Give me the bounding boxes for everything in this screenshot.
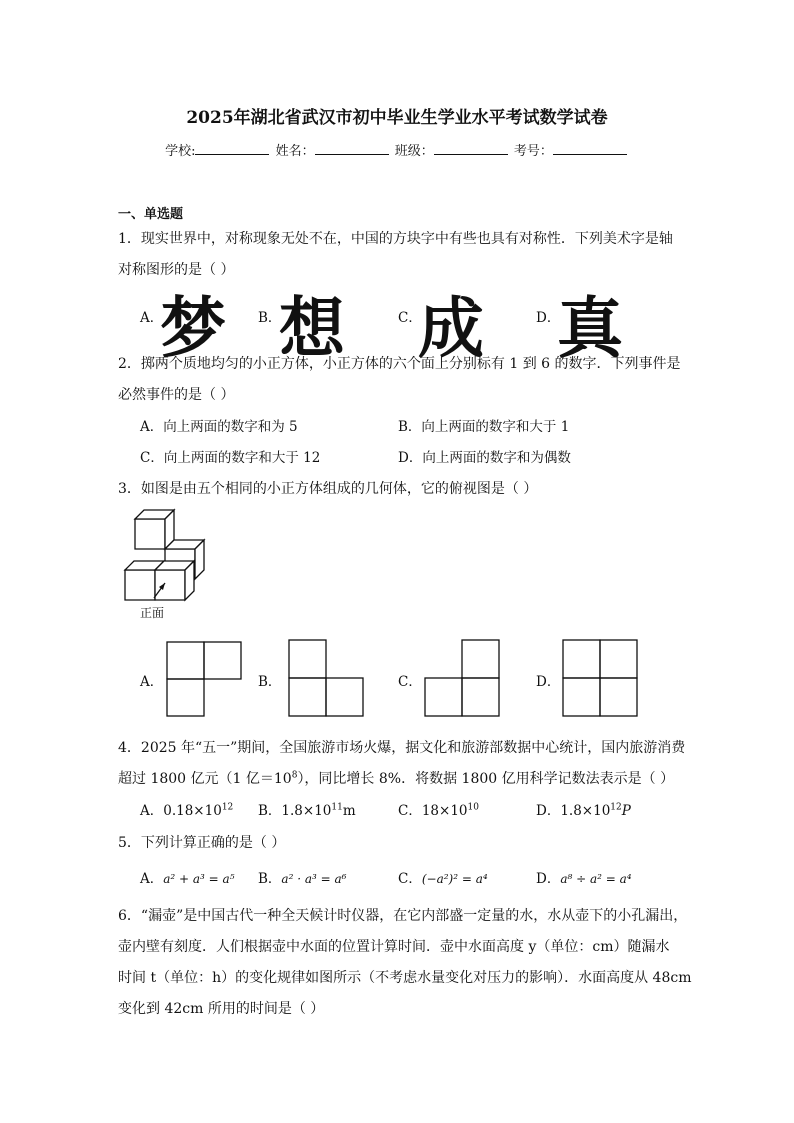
class-label: 班级： xyxy=(394,144,434,159)
q3-option-c-label[interactable]: C． xyxy=(398,674,422,690)
q5-option-c[interactable] xyxy=(398,867,488,887)
q3-option-a-label[interactable]: A． xyxy=(140,674,164,690)
q3-option-b-figure xyxy=(289,640,365,718)
q1-line1: 1．现实世界中，对称现象无处不在，中国的方块字中有些也具有对称性．下列美术字是轴 xyxy=(118,231,673,247)
q3-option-a-figure xyxy=(167,642,243,718)
q6-line3: 时间 t（单位：h）的变化规律如图所示（不考虑水量变化对压力的影响）．水面高度从 48cm xyxy=(118,970,692,986)
q6-line1: 6．“漏壶”是中国古代一种全天候计时仪器，在它内部盛一定量的水，水从壶下的小孔漏出， xyxy=(118,908,688,924)
q5-option-c-expr: (−a²)² = a⁴ xyxy=(421,872,488,886)
q2-line1: 2．掷两个质地均匀的小正方体，小正方体的六个面上分别标有 1 到 6 的数字．下列事件是 xyxy=(118,356,681,372)
q4-line1: 4．2025 年“五一”期间，全国旅游市场火爆，据文化和旅游部数据中心统计，国内旅游消费 xyxy=(118,740,686,756)
q4-option-b-tail: m xyxy=(342,803,356,819)
q1-option-a-label[interactable]: A． xyxy=(140,310,164,326)
q5-option-a-label: A． xyxy=(140,871,164,887)
q4-option-c-text: C．18×10 xyxy=(398,803,468,819)
q6-line4: 变化到 42cm 所用的时间是（ ） xyxy=(118,1001,325,1017)
q4-option-d-exponent: 12 xyxy=(610,802,622,813)
section-heading: 一、单选题 xyxy=(118,207,184,222)
q3-solid-figure xyxy=(118,505,218,620)
school-label: 学校: xyxy=(165,144,196,159)
q4-line2-exponent: 8 xyxy=(291,770,298,781)
q1-option-b-char: 想 xyxy=(279,290,345,367)
school-blank[interactable] xyxy=(195,142,269,155)
q5-option-a[interactable] xyxy=(140,867,235,887)
q3-option-b-label[interactable]: B． xyxy=(258,674,282,690)
q3-option-c-figure xyxy=(425,640,501,718)
q2-line2: 必然事件的是（ ） xyxy=(118,387,235,403)
q4-option-b-text: B．1.8×10 xyxy=(258,803,332,819)
q4-option-a[interactable] xyxy=(140,799,233,819)
q5-option-b-expr: a² · a³ = a⁶ xyxy=(281,872,347,886)
q3-line1: 3．如图是由五个相同的小正方体组成的几何体，它的俯视图是（ ） xyxy=(118,481,538,497)
q3-option-d-label[interactable]: D． xyxy=(536,674,561,690)
q5-option-d[interactable] xyxy=(536,867,632,887)
q4-option-b[interactable] xyxy=(258,799,356,819)
q5-option-d-expr: a⁸ ÷ a² = a⁴ xyxy=(560,872,632,886)
q2-option-b[interactable]: B．向上两面的数字和大于 1 xyxy=(398,419,570,435)
number-blank[interactable] xyxy=(553,142,627,155)
q4-line2-text: 超过 1800 亿元（1 亿＝10 xyxy=(118,771,292,787)
q4-option-a-exponent: 12 xyxy=(221,802,234,813)
q4-option-c-exponent: 10 xyxy=(467,802,479,813)
q5-line1: 5．下列计算正确的是（ ） xyxy=(118,835,286,851)
q4-line2-rest: ），同比增长 8%．将数据 1800 亿用科学记数法表示是（ ） xyxy=(297,771,675,787)
q5-option-a-expr: a² + a³ = a⁵ xyxy=(163,872,235,886)
q1-line2: 对称图形的是（ ） xyxy=(118,262,235,278)
number-label: 考号： xyxy=(513,144,553,159)
q1-option-c-char: 成 xyxy=(418,290,484,367)
q4-option-d-text: D．1.8×10 xyxy=(536,803,611,819)
q4-option-a-text: A．0.18×10 xyxy=(140,803,222,819)
q3-option-d-figure xyxy=(563,640,639,718)
name-blank[interactable] xyxy=(315,142,389,155)
q5-option-b[interactable] xyxy=(258,867,346,887)
q1-option-a-char: 梦 xyxy=(160,290,226,367)
student-info-row xyxy=(0,140,794,159)
q1-option-b-label[interactable]: B． xyxy=(258,310,282,326)
q4-option-d-tail: P xyxy=(621,803,631,819)
q2-option-d[interactable]: D．向上两面的数字和为偶数 xyxy=(398,450,571,466)
q4-option-c[interactable] xyxy=(398,799,479,819)
q4-line2 xyxy=(118,768,674,788)
q1-option-c-label[interactable]: C． xyxy=(398,310,422,326)
q5-option-c-label: C． xyxy=(398,871,422,887)
q6-line2: 壶内壁有刻度．人们根据壶中水面的位置计算时间．壶中水面高度 y（单位：cm）随漏水 xyxy=(118,939,670,955)
q5-option-b-label: B． xyxy=(258,871,282,887)
q2-option-c[interactable]: C．向上两面的数字和大于 12 xyxy=(140,450,321,466)
q4-option-d[interactable] xyxy=(536,799,631,819)
class-blank[interactable] xyxy=(434,142,508,155)
name-label: 姓名： xyxy=(275,144,315,159)
q1-option-d-char: 真 xyxy=(557,290,623,367)
page-title: 2025年湖北省武汉市初中毕业生学业水平考试数学试卷 xyxy=(186,108,608,128)
q1-option-d-label[interactable]: D． xyxy=(536,310,561,326)
q5-option-d-label: D． xyxy=(536,871,561,887)
q3-front-label: 正面 xyxy=(140,606,165,620)
q4-option-b-exponent: 11 xyxy=(331,802,343,813)
q2-option-a[interactable]: A．向上两面的数字和为 5 xyxy=(140,419,298,435)
